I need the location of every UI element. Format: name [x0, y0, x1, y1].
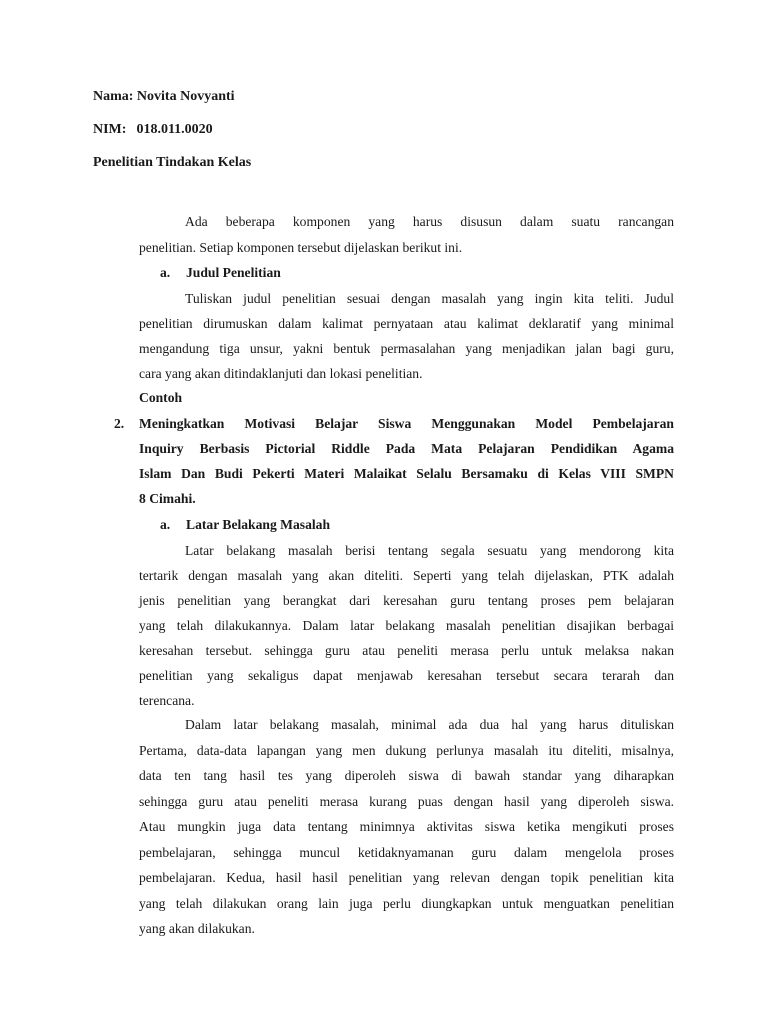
- intro-line: Ada beberapa komponen yang harus disusun dalam suatu rancangan: [185, 214, 674, 229]
- latar-line: pembelajaran. Kedua, hasil hasil penelitian yang relevan dengan topik penelitian kita: [139, 870, 674, 885]
- latar-line: jenis penelitian yang berangkat dari keresahan guru tentang proses pem belajaran: [139, 593, 674, 608]
- latar-line: yang telah dilakukan orang lain juga perlu diungkapkan untuk menguatkan penelitian: [139, 895, 674, 911]
- latar-line: sehingga guru atau peneliti merasa kurang puas dengan hasil yang diperoleh siswa.: [139, 793, 674, 809]
- nim-value: 018.011.0020: [136, 122, 213, 137]
- judul-line: penelitian dirumuskan dalam kalimat pernyataan atau kalimat deklaratif yang minimal: [139, 316, 674, 331]
- latar-line: Pertama, data-data lapangan yang men dukung perlunya masalah itu diteliti, misalnya,: [139, 742, 674, 758]
- judul-line: cara yang akan ditindaklanjuti dan lokasi penelitian.: [139, 366, 423, 381]
- latar-line: keresahan tersebut. sehingga guru atau peneliti merasa perlu untuk melaksa nakan: [139, 643, 674, 658]
- latar-line: pembelajaran, sehingga muncul ketidaknyamanan guru dalam mengelola proses: [139, 844, 674, 860]
- latar-line: yang akan dilakukan.: [139, 921, 255, 936]
- student-name: Nama: Novita Novyanti: [93, 89, 235, 104]
- item-title-line: Inquiry Berbasis Pictorial Riddle Pada Mata Pelajaran Pendidikan Agama: [139, 441, 674, 456]
- latar-line: yang telah dilakukannya. Dalam latar belakang masalah penelitian disajikan berbagai: [139, 618, 674, 633]
- contoh-heading: Contoh: [139, 390, 183, 405]
- latar-line: terencana.: [139, 693, 195, 708]
- latar-line: data ten tang hasil tes yang diperoleh siswa di bawah standar yang diharapkan: [139, 768, 674, 783]
- intro-line: penelitian. Setiap komponen tersebut dijelaskan berikut ini.: [139, 240, 463, 255]
- section-latar-title: Latar Belakang Masalah: [186, 517, 331, 532]
- judul-line: mengandung tiga unsur, yakni bentuk permasalahan yang menjadikan jalan bagi guru,: [139, 341, 674, 356]
- nim-label: NIM:: [93, 122, 127, 137]
- section-a-title: Judul Penelitian: [186, 265, 281, 280]
- item-title-line: Meningkatkan Motivasi Belajar Siswa Menggunakan Model Pembelajaran: [139, 416, 674, 431]
- section-latar-marker: a.: [160, 517, 171, 532]
- student-nim: [93, 122, 213, 138]
- latar-line: Latar belakang masalah berisi tentang segala sesuatu yang mendorong kita: [185, 543, 674, 558]
- section-a-marker: a.: [160, 265, 171, 280]
- item-number: 2.: [114, 416, 125, 431]
- judul-line: Tuliskan judul penelitian sesuai dengan masalah yang ingin kita teliti. Judul: [185, 291, 674, 306]
- latar-line: Atau mungkin juga data tentang minimnya aktivitas siswa ketika mengikuti proses: [139, 819, 674, 834]
- item-title-line: 8 Cimahi.: [139, 491, 196, 506]
- item-title-line: Islam Dan Budi Pekerti Materi Malaikat Selalu Bersamaku di Kelas VIII SMPN: [139, 466, 674, 481]
- latar-line: Dalam latar belakang masalah, minimal ada dua hal yang harus dituliskan: [185, 717, 674, 732]
- document-subject: Penelitian Tindakan Kelas: [93, 155, 252, 170]
- latar-line: penelitian yang sekaligus dapat menjawab keresahan tersebut secara terarah dan: [139, 668, 674, 683]
- latar-line: tertarik dengan masalah yang akan diteliti. Seperti yang telah dijelaskan, PTK adalah: [139, 568, 674, 583]
